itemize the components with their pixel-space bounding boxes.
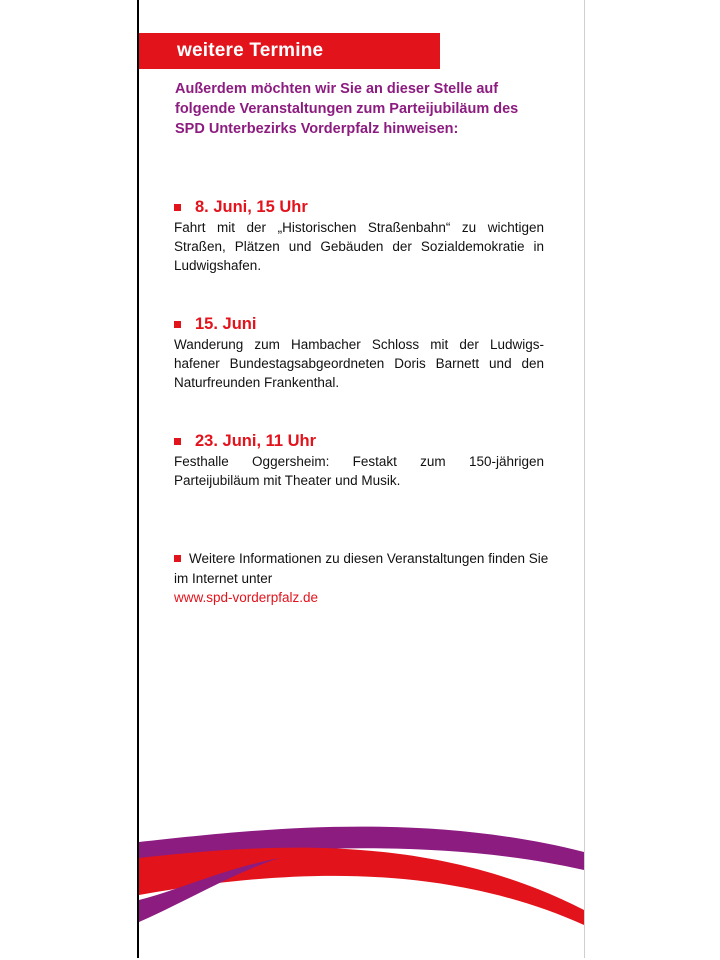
event-item — [174, 313, 544, 392]
section-banner — [139, 33, 440, 69]
flyer-page — [137, 0, 585, 958]
event-description: Wanderung zum Hambacher Schloss mit der Ludwigs-hafener Bundestagsabgeordneten Doris Barnett und den Naturfreunden Frankenthal. — [174, 337, 544, 390]
event-date: 23. Juni, 11 Uhr — [195, 431, 317, 450]
info-text: Weitere Informationen zu diesen Veranstaltungen finden Sie im Internet unter — [174, 551, 549, 586]
decorative-waves — [139, 800, 584, 958]
bullet-square-icon — [174, 555, 181, 562]
section-title: weitere Termine — [177, 40, 324, 61]
bullet-square-icon — [174, 204, 181, 211]
bullet-square-icon — [174, 321, 181, 328]
website-link[interactable]: www.spd-vorderpfalz.de — [174, 590, 319, 605]
bullet-square-icon — [174, 438, 181, 445]
intro-text: Außerdem möchten wir Sie an dieser Stelle auf folgende Veranstaltungen zum Parteijubiläum des SPD Unterbezirks Vorderpfalz hinweisen: — [175, 81, 519, 137]
event-date: 15. Juni — [195, 314, 257, 333]
event-item — [174, 196, 544, 275]
event-description: Festhalle Oggersheim: Festakt zum 150-jährigen Parteijubiläum mit Theater und Musik. — [174, 454, 544, 488]
event-description: Fahrt mit der „Historischen Straßenbahn“ zu wichtigen Straßen, Plätzen und Gebäuden der Sozialdemokratie in Ludwigshafen. — [174, 220, 544, 273]
event-date: 8. Juni, 15 Uhr — [195, 197, 308, 216]
event-item — [174, 430, 544, 490]
info-block — [174, 549, 554, 608]
